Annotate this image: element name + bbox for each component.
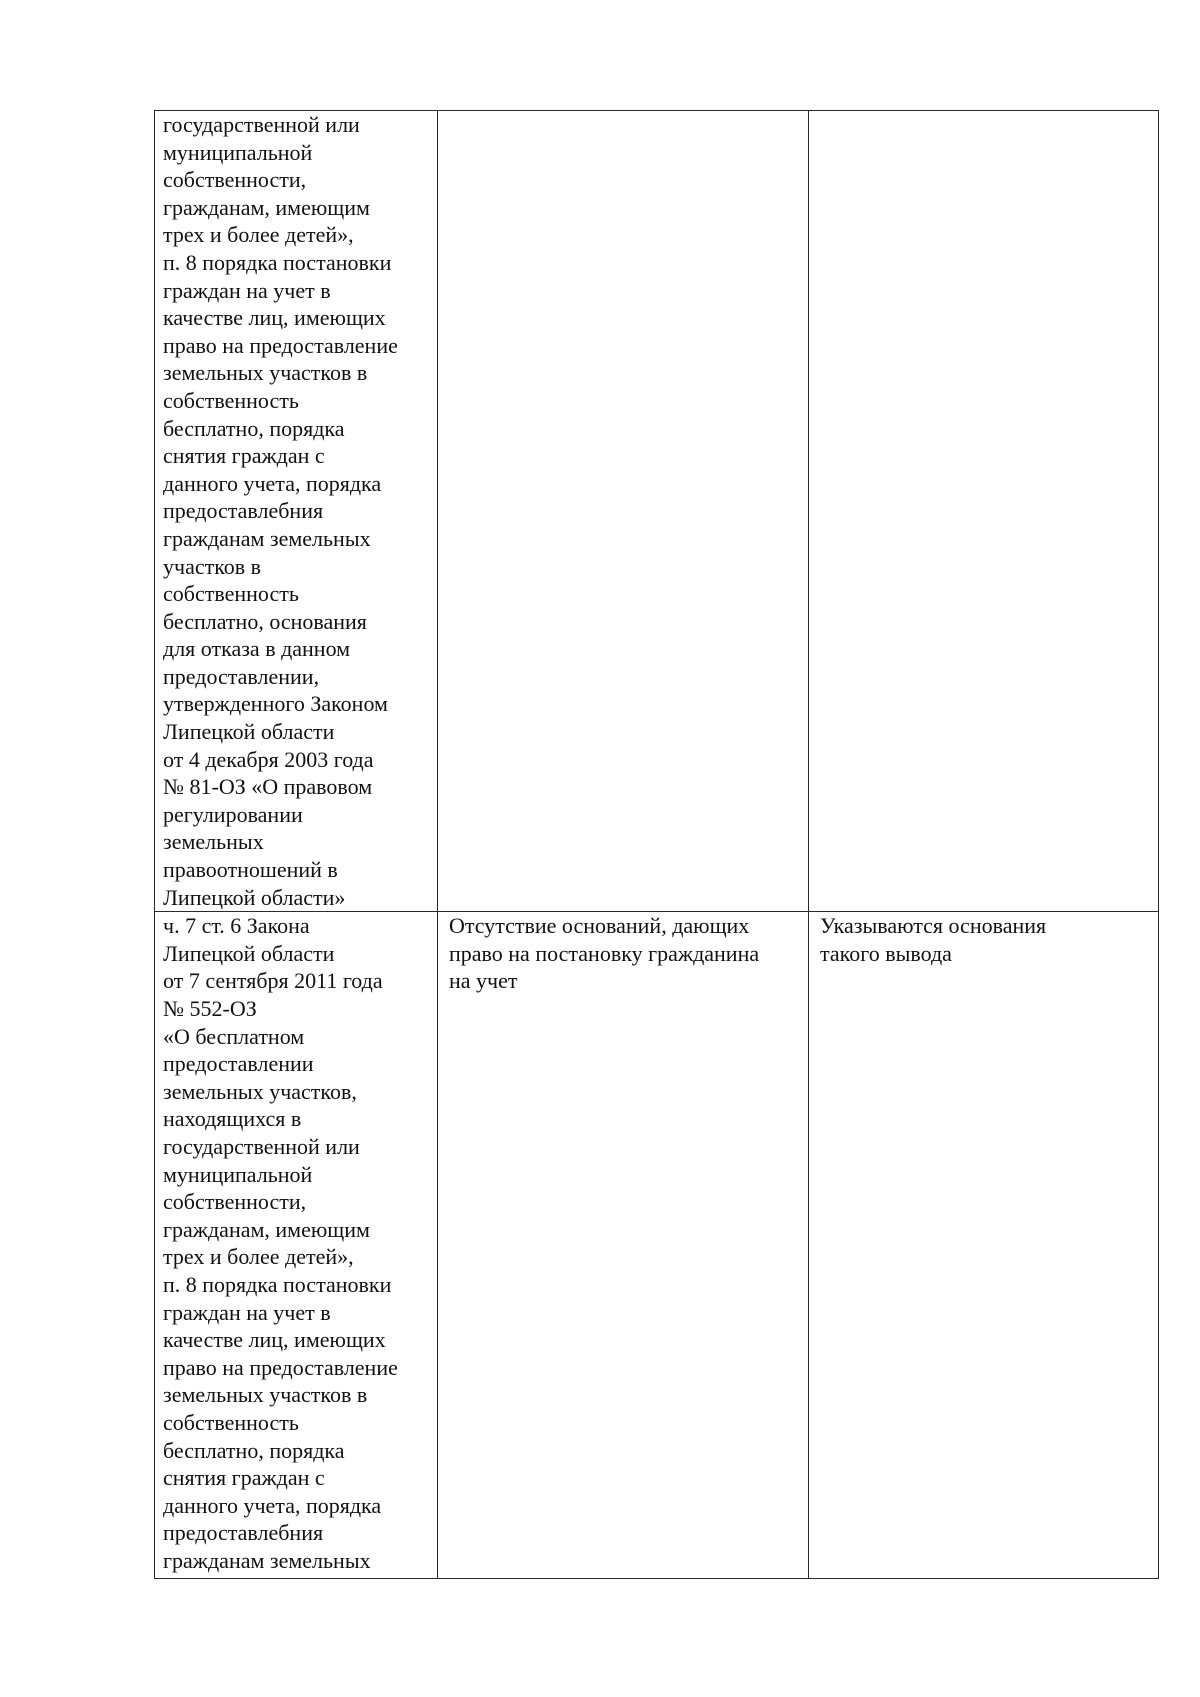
text-line: бесплатно, порядка — [163, 1437, 345, 1463]
cell-text — [163, 111, 429, 911]
text-line: право на постановку гражданина — [449, 940, 760, 966]
text-line: Липецкой области — [163, 719, 335, 745]
text-line: Отсутствие оснований, дающих — [449, 913, 750, 939]
table-row — [155, 111, 1159, 912]
text-line: гражданам, имеющим — [163, 194, 370, 220]
text-line: гражданам земельных — [163, 525, 371, 551]
text-line: п. 8 порядка постановки — [163, 249, 392, 275]
table-row — [155, 912, 1159, 1579]
text-line: п. 8 порядка постановки — [163, 1271, 392, 1297]
table-cell-legal-basis — [155, 111, 438, 912]
text-line: Указываются основания — [820, 913, 1047, 939]
text-line: предоставлении, — [163, 663, 320, 689]
table-cell-reason — [438, 912, 809, 1579]
table-cell-reason — [438, 111, 809, 912]
text-line: предоставлебния — [163, 1520, 324, 1546]
table-cell-explanation — [809, 111, 1159, 912]
text-line: земельных участков в — [163, 360, 368, 386]
text-line: ч. 7 ст. 6 Закона — [163, 913, 310, 939]
text-line: собственность — [163, 1409, 299, 1435]
cell-text — [446, 912, 800, 995]
table-cell-explanation — [809, 912, 1159, 1579]
text-line: снятия граждан с — [163, 443, 325, 469]
text-line: предоставлебния — [163, 498, 324, 524]
text-line: собственность — [163, 581, 299, 607]
text-line: муниципальной — [163, 1161, 313, 1187]
text-line: для отказа в данном — [163, 636, 351, 662]
text-line: на учет — [449, 968, 518, 994]
text-line: от 7 сентября 2011 года — [163, 968, 383, 994]
text-line: трех и более детей», — [163, 222, 354, 248]
text-line: № 81-ОЗ «О правовом — [163, 774, 373, 800]
text-line: находящихся в — [163, 1106, 302, 1132]
text-line: предоставлении — [163, 1051, 314, 1077]
text-line: трех и более детей», — [163, 1244, 354, 1270]
text-line: регулировании — [163, 801, 303, 827]
text-line: собственности, — [163, 167, 307, 193]
text-line: данного учета, порядка — [163, 470, 382, 496]
text-line: граждан на учет в — [163, 1299, 331, 1325]
text-line: граждан на учет в — [163, 277, 331, 303]
text-line: гражданам земельных — [163, 1547, 371, 1573]
legal-basis-table — [154, 110, 1159, 1579]
text-line: № 552-ОЗ — [163, 996, 257, 1021]
text-line: Липецкой области — [163, 940, 335, 966]
text-line: Липецкой области» — [163, 884, 346, 910]
text-line: право на предоставление — [163, 332, 398, 358]
text-line: данного учета, порядка — [163, 1492, 382, 1518]
text-line: такого вывода — [820, 940, 952, 966]
text-line: муниципальной — [163, 139, 313, 165]
text-line: земельных — [163, 829, 264, 855]
text-line: собственности, — [163, 1189, 307, 1215]
text-line: гражданам, имеющим — [163, 1216, 370, 1242]
text-line: бесплатно, основания — [163, 608, 367, 634]
text-line: снятия граждан с — [163, 1465, 325, 1491]
text-line: правоотношений в — [163, 857, 338, 883]
cell-text — [817, 912, 1150, 967]
text-line: качестве лиц, имеющих — [163, 1327, 386, 1353]
text-line: утвержденного Законом — [163, 691, 388, 717]
text-line: государственной или — [163, 1133, 360, 1159]
text-line: бесплатно, порядка — [163, 415, 345, 441]
text-line: «О бесплатном — [163, 1023, 305, 1049]
text-line: качестве лиц, имеющих — [163, 305, 386, 331]
table-cell-legal-basis — [155, 912, 438, 1579]
text-line: право на предоставление — [163, 1354, 398, 1380]
cell-text — [163, 912, 429, 1574]
text-line: от 4 декабря 2003 года — [163, 746, 374, 772]
text-line: собственность — [163, 387, 299, 413]
text-line: земельных участков, — [163, 1078, 357, 1104]
text-line: государственной или — [163, 112, 360, 137]
text-line: участков в — [163, 553, 262, 579]
text-line: земельных участков в — [163, 1382, 368, 1408]
